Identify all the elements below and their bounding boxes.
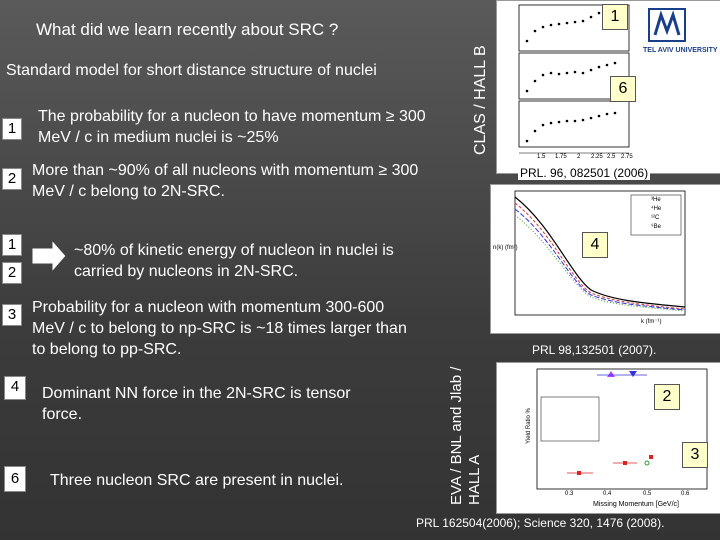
caption-top: PRL. 96, 082501 (2006) [520,166,649,180]
panel-badge-3: 3 [682,442,708,468]
tick-label: 2.5 [607,154,616,160]
item-1-text: The probability for a nucleon to have momentum ≥ 300 MeV / c in medium nuclei is ~25% [38,108,426,146]
eva-label: EVA / BNL and Jlab / HALL A [448,366,483,505]
legend-item: ³He [651,197,661,203]
item-2-text: More than ~90% of all nucleons with momentum ≥ 300 MeV / c belong to 2N-SRC. [32,162,419,200]
badge-4: 4 [4,376,26,400]
slide-title: What did we learn recently about SRC ? [36,20,339,39]
item-3-text: ~80% of kinetic energy of nucleon in nuclei is carried by nucleons in 2N-SRC. [74,242,394,280]
badge-6: 6 [4,466,26,492]
momentum-plot-panel [490,184,720,334]
legend-item: ⁴He [651,206,662,212]
tick-label: 0.6 [681,491,690,497]
caption-bottom: PRL 162504(2006); Science 320, 1476 (2008). [416,516,665,530]
panel-badge-6: 6 [610,76,636,102]
badge-3: 3 [2,304,22,326]
item-5-text: Dominant NN force in the 2N-SRC is tensor force. [42,385,351,423]
bot-x-label: Missing Momentum [GeV/c] [593,501,679,508]
yield-ratio-panel [496,362,720,514]
arrow-icon [30,238,68,274]
legend-item: ⁹Be [651,224,661,230]
panel-badge-4: 4 [582,232,608,258]
badge-2: 2 [2,168,22,190]
tick-label: 2.25 [591,154,603,160]
caption-mid: PRL 98,132501 (2007). [532,343,657,357]
badge-1b: 1 [2,234,22,256]
bot-y-label: Yield Ratio % [525,408,532,444]
clas-label: CLAS / HALL B [472,45,489,155]
panel-badge-2: 2 [654,384,680,410]
momentum-plot [491,185,720,333]
item-4-text: Probability for a nucleon with momentum 300-600 MeV / c to belong to np-SRC is ~18 times larger than to belong to pp-SRC. [32,299,407,358]
tick-label: 2 [577,154,581,160]
mid-y-label: n(k) (fm³) [493,245,518,251]
mid-x-label: k (fm⁻¹) [641,319,662,325]
tick-label: 0.4 [603,491,612,497]
badge-1: 1 [2,118,22,140]
tick-label: 1.5 [537,154,546,160]
tick-label: 0.5 [643,491,652,497]
tick-label: 1.75 [555,154,567,160]
tick-label: 2.75 [621,154,633,160]
badge-2b: 2 [2,262,22,284]
logo-text: TEL AVIV UNIVERSITY [643,47,718,54]
tick-label: 0.3 [565,491,574,497]
item-6-text: Three nucleon SRC are present in nuclei. [50,472,344,489]
university-logo-icon [647,7,687,43]
legend-item: ¹²C [651,215,660,221]
intro-text: Standard model for short distance structure of nuclei [6,62,377,79]
panel-badge-1: 1 [602,4,628,30]
